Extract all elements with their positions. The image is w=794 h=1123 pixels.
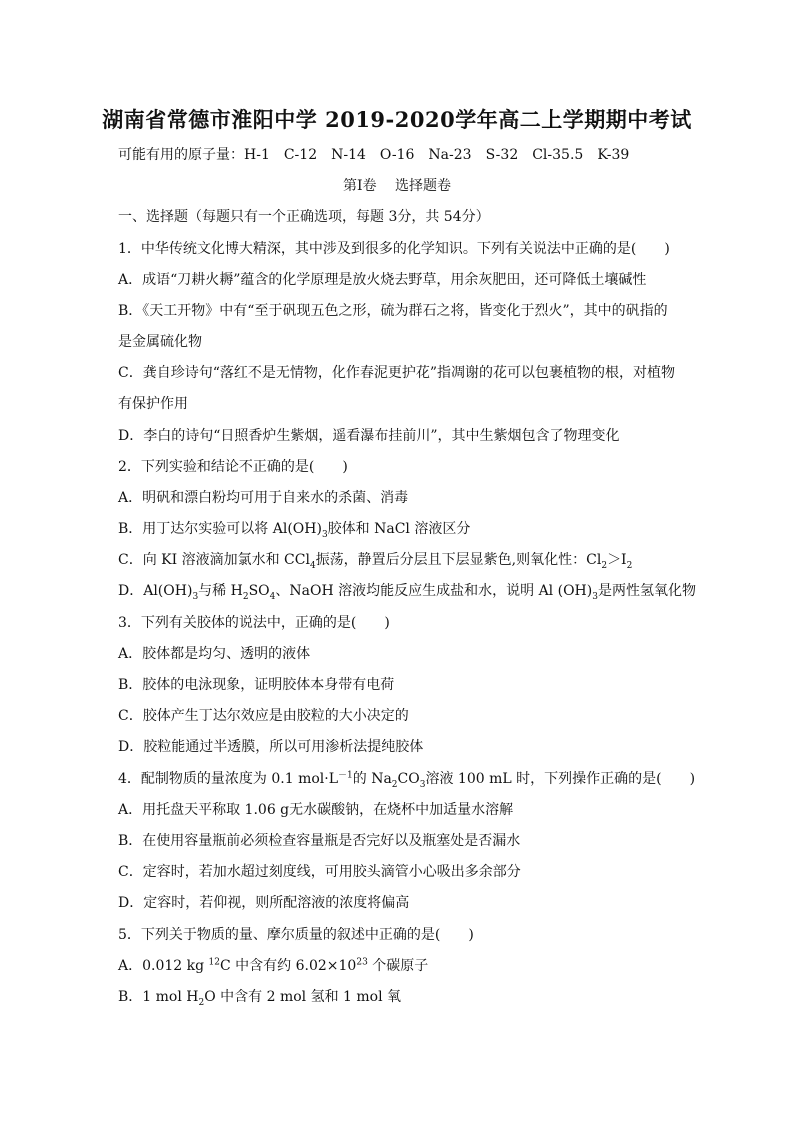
question-1-option-c: C．龚自珍诗句“落红不是无情物，化作春泥更护花”指凋谢的花可以包裹植物的根，对植物 <box>118 365 676 381</box>
question-1-stem: 1．中华传统文化博大精深，其中涉及到很多的化学知识。下列有关说法中正确的是( ) <box>118 241 670 257</box>
question-1-option-a: A．成语“刀耕火耨”蕴含的化学原理是放火烧去野草，用余灰肥田，还可降低土壤碱性 <box>118 272 647 288</box>
section-header: 第Ⅰ卷 选择题卷 <box>343 178 451 194</box>
question-3-option-a: A．胶体都是均匀、透明的液体 <box>118 646 311 662</box>
question-3-stem: 3．下列有关胶体的说法中，正确的是( ) <box>118 615 390 631</box>
question-5-stem: 5．下列关于物质的量、摩尔质量的叙述中正确的是( ) <box>118 927 474 943</box>
question-4-stem: 4．配制物质的量浓度为 0.1 $mol\cdot L^{-1}$的 $Na_2CO_3$溶液 100 mL 时，下列操作正确的是( ) <box>118 770 696 790</box>
question-5-option-a: A．0.012 kg $^{12}$C 中含有约 $6.02\times 10^{23}$ 个碳原子 <box>118 957 429 974</box>
question-4-option-d: D．定容时，若仰视，则所配溶液的浓度将偏高 <box>118 895 410 911</box>
question-2-option-a: A．明矾和漂白粉均可用于自来水的杀菌、消毒 <box>118 490 409 506</box>
question-2-option-d: D．$Al(OH)_3$与稀 $H_2SO_4$、NaOH 溶液均能反应生成盐和水，说明 Al $(OH)_3$是两性氢氧化物 <box>118 583 696 602</box>
question-1-option-d: D．李白的诗句“日照香炉生紫烟，遥看瀑布挂前川”，其中生紫烟包含了物理变化 <box>118 428 620 444</box>
question-2-stem: 2．下列实验和结论不正确的是( ) <box>118 459 348 475</box>
question-5-option-b: B．1 mol $H_2O$ 中含有 2 mol 氢和 1 mol 氧 <box>118 989 402 1008</box>
question-1-option-b: B．《天工开物》中有“至于矾现五色之形，硫为群石之将，皆变化于烈火”，其中的矾指的 <box>118 303 668 319</box>
page-title: 湖南省常德市淮阳中学 2019-2020学年高二上学期期中考试 <box>102 107 692 132</box>
atomic-masses-line: 可能有用的原子量：H-1 C-12 N-14 O-16 Na-23 S-32 Cl-35.5 K-39 <box>118 147 630 163</box>
question-2-option-c: C．向 KI 溶液滴加氯水和 CCl$_4$振荡，静置后分层且下层显紫色,则氧化性：$Cl_2>I_2$ <box>118 552 633 571</box>
question-3-option-b: B．胶体的电泳现象，证明胶体本身带有电荷 <box>118 677 395 693</box>
part-heading: 一、选择题（每题只有一个正确选项，每题 3分，共 54分） <box>118 209 490 225</box>
question-4-option-c: C．定容时，若加水超过刻度线，可用胶头滴管小心吸出多余部分 <box>118 864 521 880</box>
question-3-option-d: D．胶粒能通过半透膜，所以可用渗析法提纯胶体 <box>118 739 424 755</box>
question-1-option-c-cont: 有保护作用 <box>118 396 188 412</box>
question-4-option-a: A．用托盘天平称取 1.06 g无水碳酸钠，在烧杯中加适量水溶解 <box>118 802 514 818</box>
question-2-option-b: B．用丁达尔实验可以将 $Al(OH)_3$胶体和 NaCl 溶液区分 <box>118 521 471 540</box>
question-4-option-b: B．在使用容量瓶前必须检查容量瓶是否完好以及瓶塞处是否漏水 <box>118 833 521 849</box>
question-1-option-b-cont: 是金属硫化物 <box>118 334 202 350</box>
question-3-option-c: C．胶体产生丁达尔效应是由胶粒的大小决定的 <box>118 708 409 724</box>
